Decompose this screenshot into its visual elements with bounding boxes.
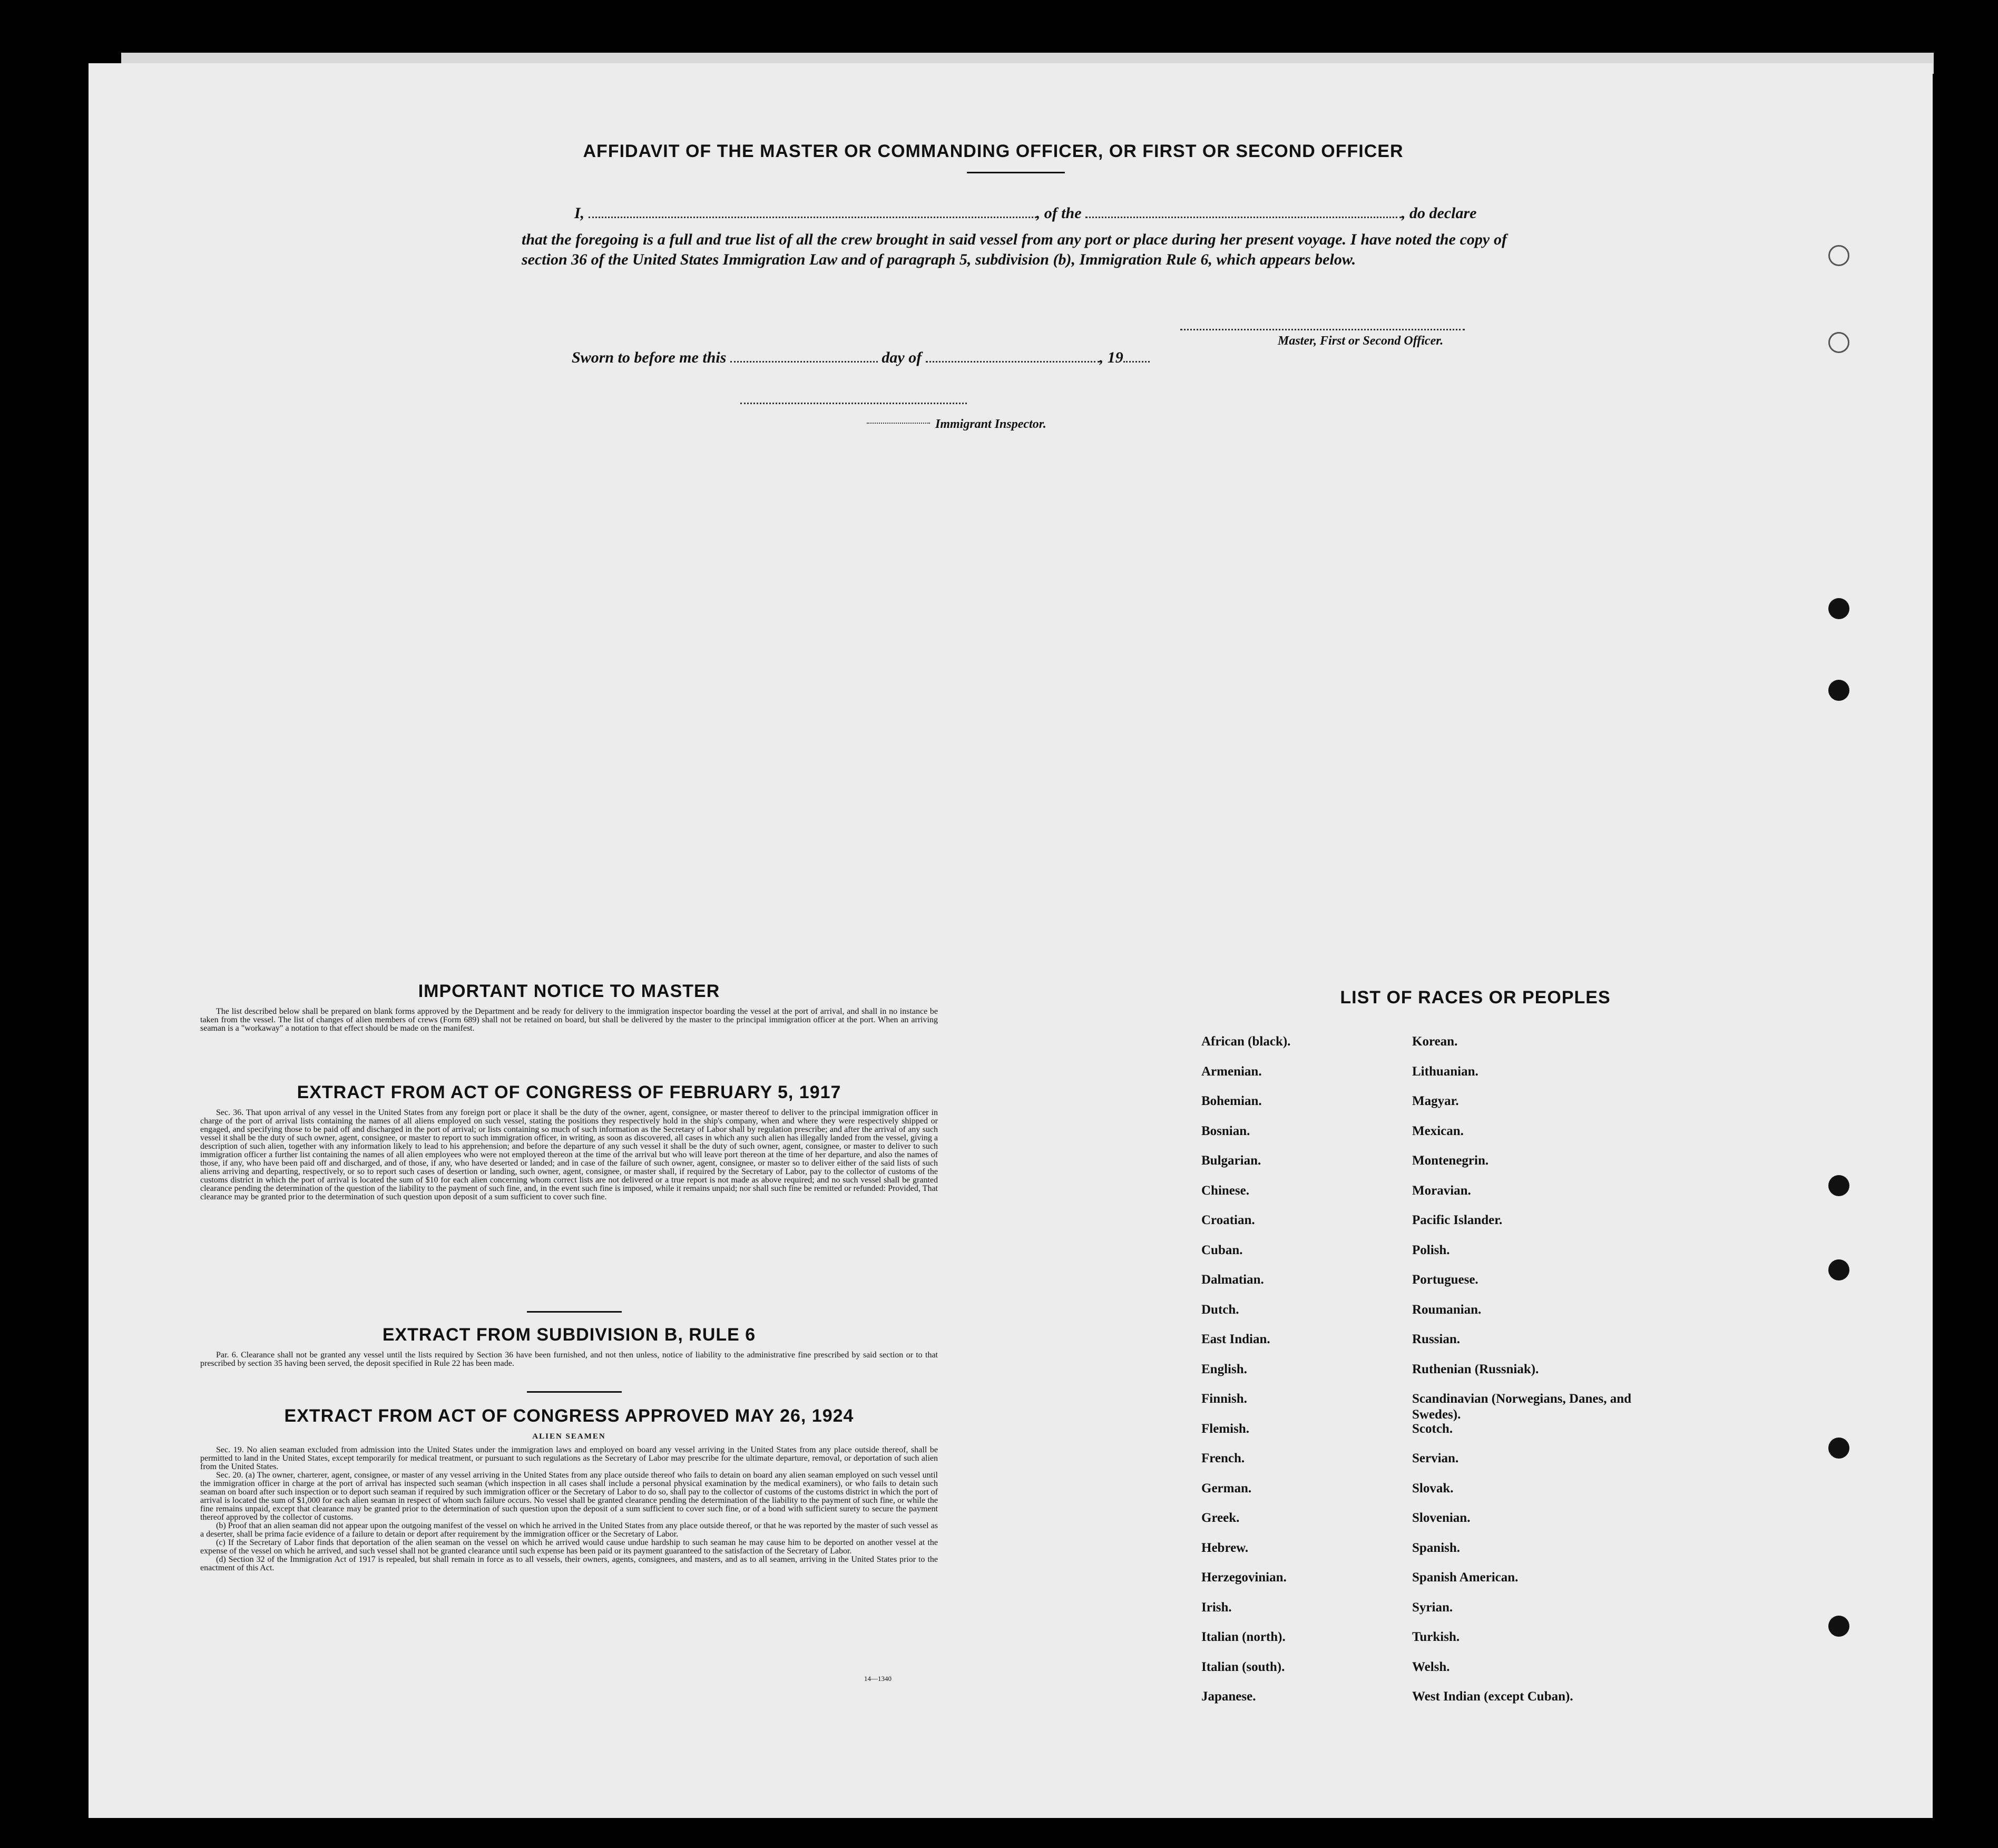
extract-1917-body: Sec. 36. That upon arrival of any vessel in the United States from any foreign port or place it shall be the duty of the owner, agent, consignee, or master thereof to deliver to the principal immigration officer in charge of the port of arrival lists containing the names of all aliens employed on such vessel, stating the positions they respectively hold in the ship's company, when and where they were respectively shipped or engaged, and specifying those to be paid off and discharged in the port of arrival; or lists containing so much of such information as the Secretary of Labor shall by regulation prescribe; and after the arrival of any such vessel it shall be the duty of such owner, agent, consignee, or master to report to such immigration officer, in writing, as soon as discovered, all cases in which any such alien has illegally landed from the vessel, giving a description of such alien, together with any information likely to lead to his apprehension; and before the departure of any such vessel it shall be the duty of such owner, agent, consignee, or master to deliver to such immigration officer a further list containing the names of all alien employees who were not employed thereon at the time of the arrival but who will leave port thereon at the time of her departure, and also the names of those, if any, who have been paid off and discharged, and of those, if any, who have deserted or landed; and in case of the failure of such owner, agent, consignee, or master so to deliver either of the said lists of such aliens arriving and departing, respectively, or so to report such cases of desertion or landing, such owner, agent, consignee, or master shall, if required by the Secretary of Labor, pay to the collector of customs of the customs district in which the port of arrival is located the sum of $10 for each alien concerning whom correct lists are not delivered or a true report is not made as above required; and no such vessel shall be granted clearance pending the determination of the question of the liability to the payment of such fine, and, in the event such fine is imposed, while it remains unpaid; nor shall such fine be remitted or refunded: Provided, That clearance may be granted prior to the determination of such question upon deposit of a sum sufficient to cover such fine. [200, 1108, 938, 1201]
races-left-column [1201, 1034, 1423, 1719]
race-item: Italian (north). [1201, 1630, 1286, 1644]
race-item: Bosnian. [1201, 1123, 1250, 1138]
race-item: Spanish. [1412, 1540, 1461, 1555]
extract-1924-subtitle: ALIEN SEAMEN [532, 1432, 606, 1441]
inspector-dotted-lead [867, 423, 930, 424]
race-item: German. [1201, 1481, 1252, 1495]
punch-hole [1828, 332, 1849, 353]
race-item: Croatian. [1201, 1213, 1255, 1227]
sworn-label: Sworn to before me this [572, 349, 727, 366]
punch-hole [1828, 680, 1849, 701]
race-item: French. [1201, 1451, 1245, 1465]
race-item: Flemish. [1201, 1421, 1249, 1436]
race-item: English. [1201, 1362, 1247, 1376]
notice-body: The list described below shall be prepared on blank forms approved by the Department and be ready for delivery to the immigration inspector boarding the vessel at the port of arrival, and shall in no instance be taken from the vessel. The list of changes of alien members of crews (Form 689) shall not be retained on board, but shall be delivered by the master to the principal immigration officer at the port. When an arriving seaman is a "workaway" a notation to that effect should be made on the manifest. [200, 1007, 938, 1033]
race-item: Dutch. [1201, 1302, 1239, 1317]
race-item: Scandinavian (Norwegians, Danes, and Swedes). [1412, 1392, 1632, 1422]
day-blank[interactable] [730, 361, 878, 363]
do-declare-label: , do declare [1402, 204, 1477, 222]
race-item: Bulgarian. [1201, 1153, 1261, 1168]
punch-hole [1828, 1616, 1849, 1637]
sec-20b: (b) Proof that an alien seaman did not appear upon the outgoing manifest of the vessel on which he arrived in the United States from any place outside thereof, or that he was reported by the master of such vessel as a deserter, shall be prima facie evidence of a failure to detain or deport after requirement by the immigration officer or the Secretary of Labor. [200, 1521, 938, 1539]
race-item: Chinese. [1201, 1183, 1249, 1198]
race-item: Spanish American. [1412, 1570, 1519, 1585]
race-item: Montenegrin. [1412, 1153, 1489, 1168]
punch-hole [1828, 1438, 1849, 1459]
race-item: Irish. [1201, 1600, 1232, 1615]
race-item: East Indian. [1201, 1332, 1270, 1346]
punch-hole [1828, 1259, 1849, 1280]
race-item: Welsh. [1412, 1659, 1450, 1674]
race-item: Ruthenian (Russniak). [1412, 1362, 1539, 1376]
race-item: Armenian. [1201, 1064, 1262, 1079]
race-item: Moravian. [1412, 1183, 1471, 1198]
extract-rule6-title: EXTRACT FROM SUBDIVISION B, RULE 6 [382, 1325, 756, 1345]
i-label: I, [574, 204, 585, 222]
race-item: Pacific Islander. [1412, 1213, 1503, 1227]
race-item: Italian (south). [1201, 1659, 1285, 1674]
race-item: Cuban. [1201, 1243, 1243, 1257]
race-item: Slovenian. [1412, 1511, 1471, 1525]
race-item: Turkish. [1412, 1630, 1460, 1644]
form-number: 14—1340 [864, 1675, 892, 1683]
race-item: Servian. [1412, 1451, 1459, 1465]
race-item: Slovak. [1412, 1481, 1454, 1495]
races-right-column [1412, 1034, 1633, 1719]
section-divider [527, 1391, 622, 1393]
race-item: Herzegovinian. [1201, 1570, 1287, 1585]
of-the-label: , of the [1036, 204, 1082, 222]
race-item: Magyar. [1412, 1094, 1459, 1108]
race-item: Russian. [1412, 1332, 1461, 1346]
race-item: Roumanian. [1412, 1302, 1482, 1317]
sec-20c: (c) If the Secretary of Labor finds that deportation of the alien seaman on the vessel on which he arrived would cause undue hardship to such seaman he may cause him to be deported on another vessel at the expense of the vessel on which he arrived, and such vessel shall not be granted clearance until such expense has been paid or its payment guaranteed to the satisfaction of the Secretary of Labor. [200, 1538, 938, 1556]
sworn-line [572, 348, 1257, 368]
extract-rule6-body: Par. 6. Clearance shall not be granted any vessel until the lists required by Section 36 have been furnished, and not then unless, notice of liability to the administrative fine prescribed by said section or to that prescribed by section 35 having been served, the deposit specified in Rule 22 has been made. [200, 1351, 938, 1368]
master-signature-blank[interactable] [1180, 329, 1465, 330]
race-item: Syrian. [1412, 1600, 1453, 1615]
race-item: Finnish. [1201, 1392, 1247, 1406]
race-item: Dalmatian. [1201, 1273, 1264, 1287]
punch-hole [1828, 1175, 1849, 1196]
race-item: Japanese. [1201, 1689, 1256, 1704]
race-item: Bohemian. [1201, 1094, 1262, 1108]
month-blank[interactable] [926, 361, 1100, 363]
race-item: Lithuanian. [1412, 1064, 1478, 1079]
inspector-label: Immigrant Inspector. [935, 417, 1046, 431]
vessel-blank[interactable] [1085, 217, 1402, 218]
punch-hole [1828, 598, 1849, 619]
races-title: LIST OF RACES OR PEOPLES [1340, 987, 1611, 1008]
race-item: Greek. [1201, 1511, 1240, 1525]
section-divider [527, 1311, 622, 1313]
race-item: Korean. [1412, 1034, 1458, 1049]
extract-1924-title: EXTRACT FROM ACT OF CONGRESS APPROVED MAY 26, 1924 [284, 1406, 854, 1426]
race-item: Polish. [1412, 1243, 1450, 1257]
declaration-line [574, 203, 1507, 223]
race-item: African (black). [1201, 1034, 1291, 1049]
sec-20a: Sec. 20. (a) The owner, charterer, agent, consignee, or master of any vessel arriving in the United States from any place outside thereof who fails to detain on board any alien seaman employed on such vessel until the immigration officer in charge at the port of arrival has inspected such seaman (which inspection in all cases shall include a personal physical examination by the medical examiners), or who fails to detain such seaman on board after such inspection or to deport such seaman if required by such immigration officer or the Secretary of Labor to do so, shall pay to the collector of customs of the customs district in which the port of arrival is located the sum of $1,000 for each alien seaman in respect of whom such failure occurs. No vessel shall be granted clearance pending the determination of the liability to the payment of such fine, or while the fine remains unpaid, except that clearance may be granted prior to the determination of such question upon the deposit of a sum sufficient to cover such fine, or of a bond with sufficient surety to secure the payment thereof approved by the collector of customs. [200, 1471, 938, 1522]
inspector-signature-blank[interactable] [740, 403, 967, 404]
race-item: Hebrew. [1201, 1540, 1249, 1555]
notice-title: IMPORTANT NOTICE TO MASTER [418, 981, 720, 1001]
title-divider [967, 172, 1065, 173]
sec-20d: (d) Section 32 of the Immigration Act of 1917 is repealed, but shall remain in force as to all vessels, their owners, agents, consignees, and masters, and as to all seamen, arriving in the United States prior to the enactment of this Act. [200, 1555, 938, 1572]
race-item: Scotch. [1412, 1421, 1453, 1436]
year-blank[interactable] [1123, 361, 1150, 363]
day-of-label: day of [882, 349, 922, 366]
race-item: Mexican. [1412, 1123, 1464, 1138]
sec-19: Sec. 19. No alien seaman excluded from admission into the United States under the immigration laws and employed on board any vessel arriving in the United States from any place outside thereof, shall be permitted to land in the United States, except temporarily for medical treatment, or pursuant to such regulations as the Secretary of Labor may prescribe for the ultimate departure, removal, or deportation of such alien from the United States. [200, 1445, 938, 1471]
extract-1924-body [200, 1446, 938, 1572]
extract-1917-title: EXTRACT FROM ACT OF CONGRESS OF FEBRUARY 5, 1917 [297, 1082, 841, 1102]
punch-hole [1828, 245, 1849, 266]
name-blank[interactable] [589, 217, 1036, 218]
year-label: , 19 [1099, 349, 1123, 366]
race-item: Portuguese. [1412, 1273, 1478, 1287]
affidavit-title: AFFIDAVIT OF THE MASTER OR COMMANDING OFFICER, OR FIRST OR SECOND OFFICER [583, 141, 1404, 161]
race-item: West Indian (except Cuban). [1412, 1689, 1573, 1704]
master-signature-label: Master, First or Second Officer. [1278, 334, 1444, 348]
declaration-body: that the foregoing is a full and true list of all the crew brought in said vessel from any port or place during her present voyage. I have noted the copy of section 36 of the United States Immigration Law and of paragraph 5, subdivision (b), Immigration Rule 6, which appears below. [522, 231, 1507, 268]
